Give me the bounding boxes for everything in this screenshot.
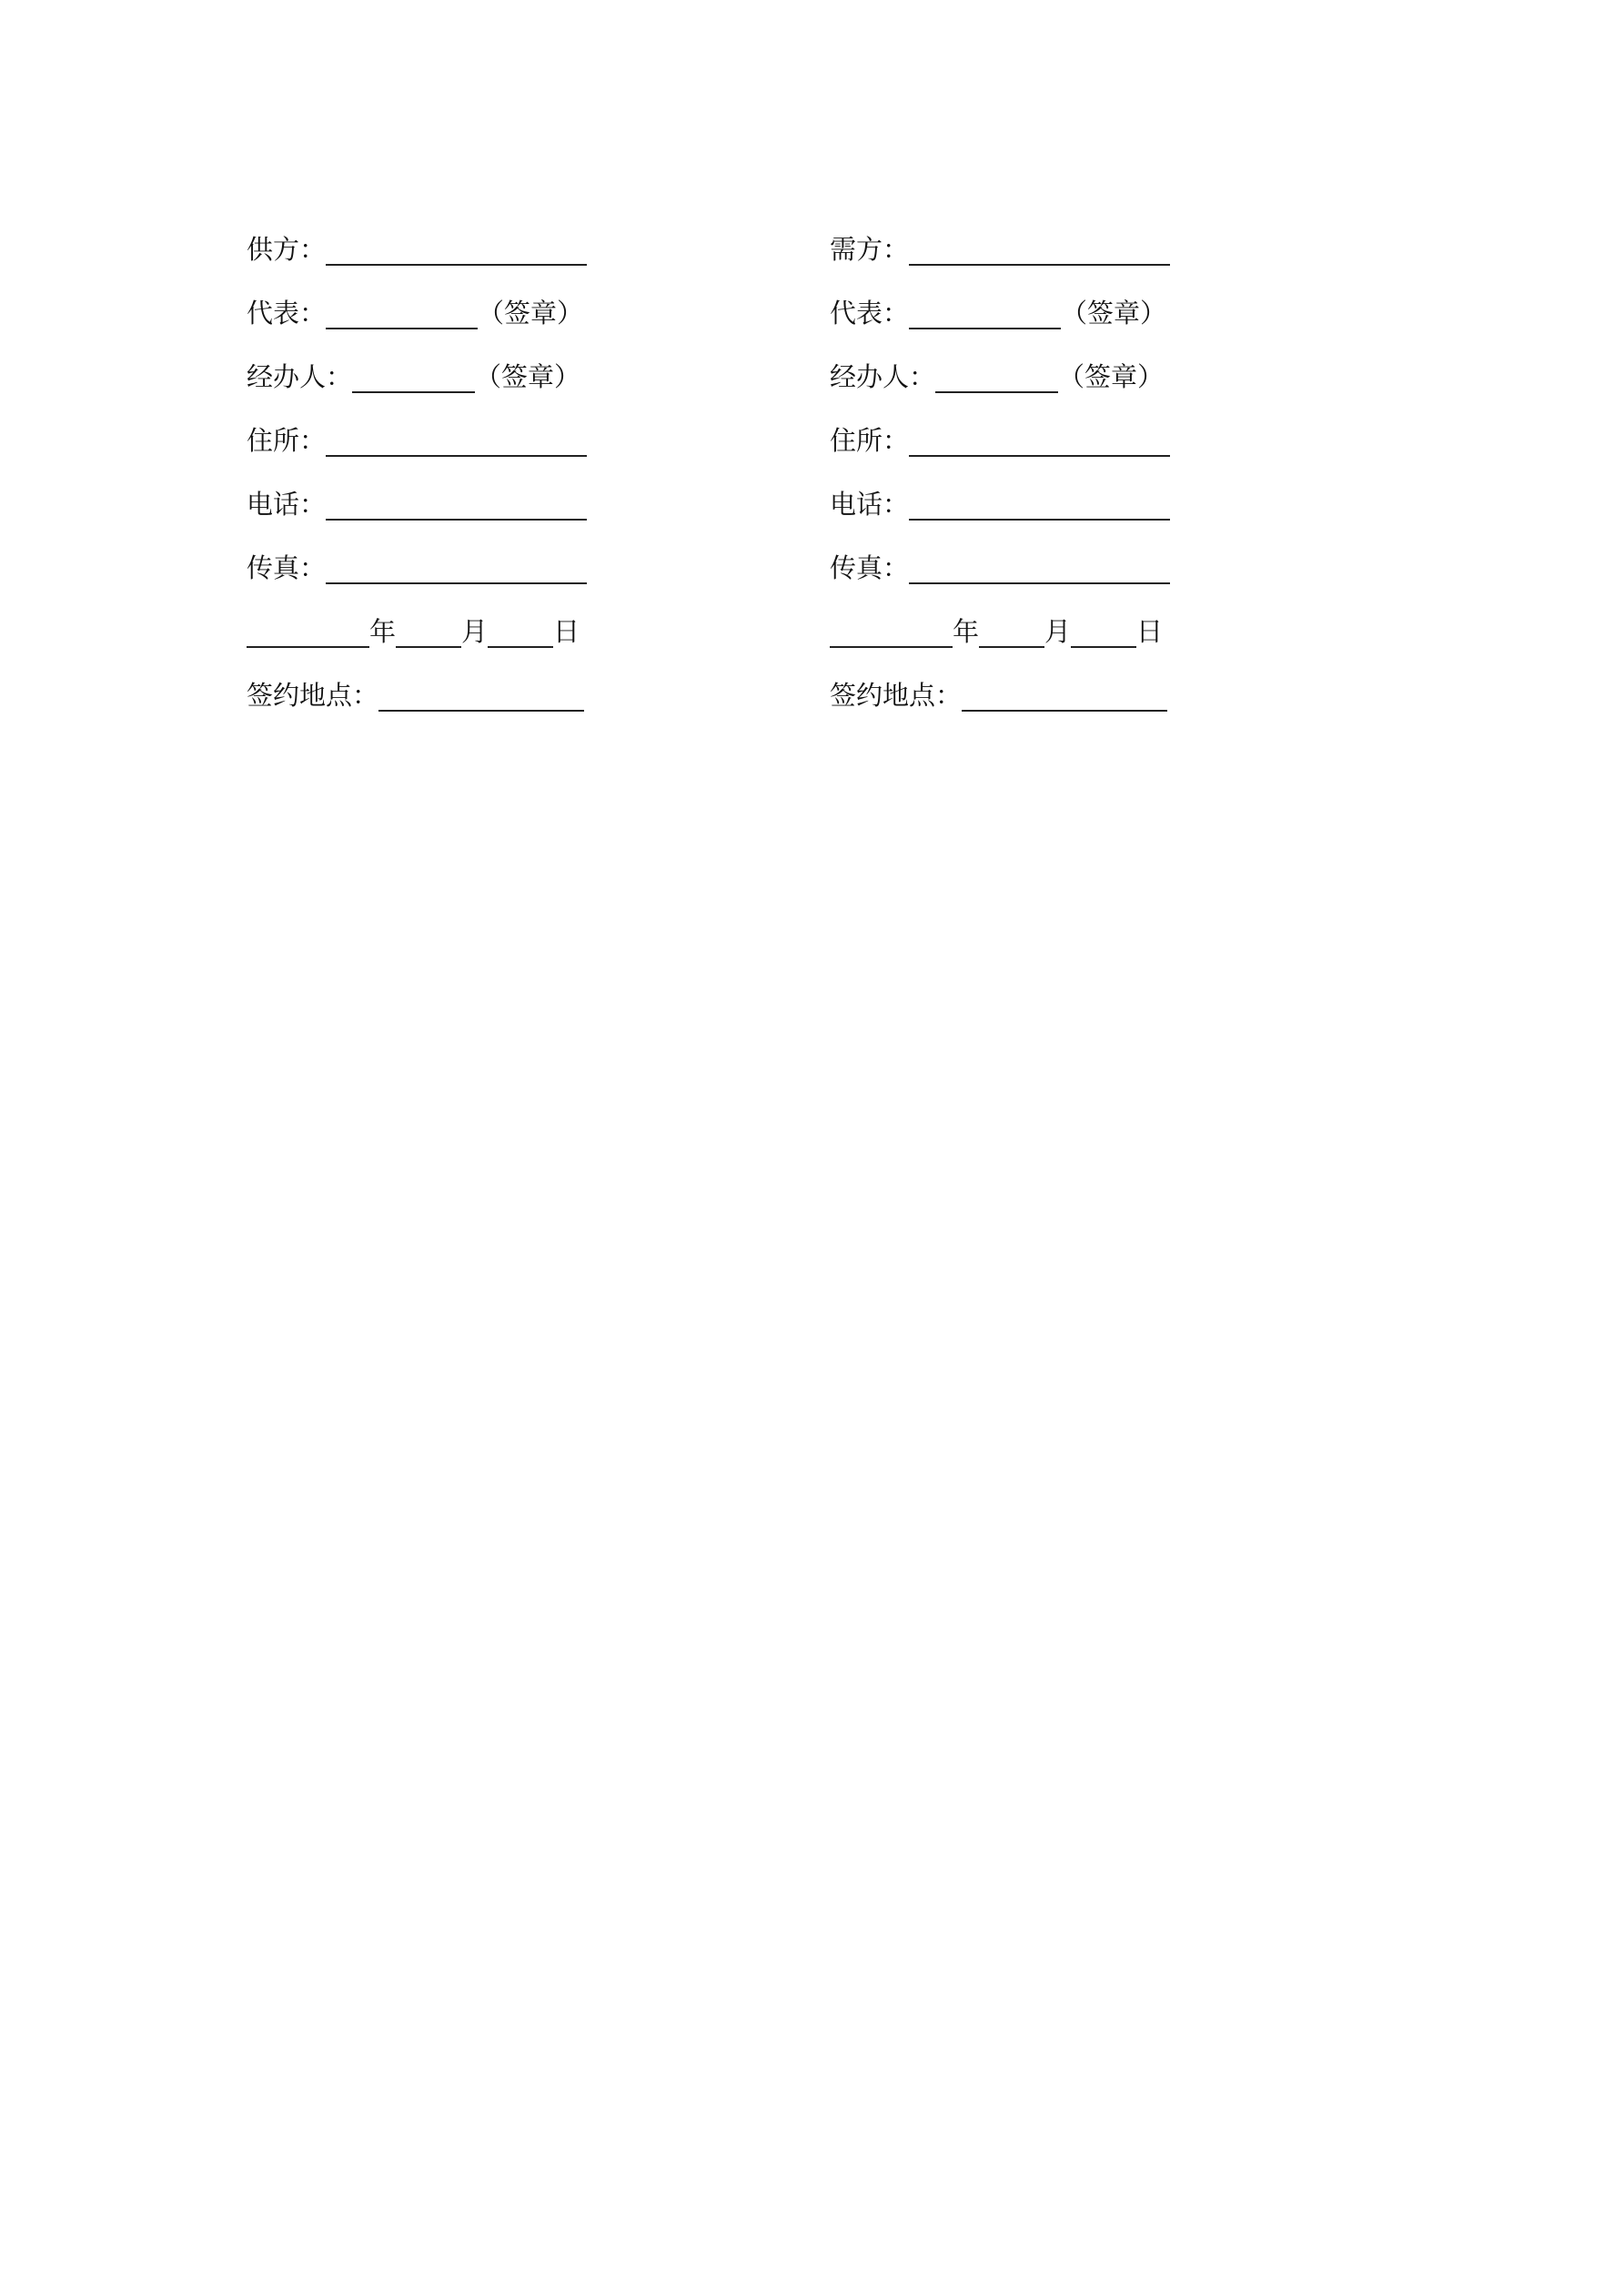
supplier-year-char: 年 — [369, 616, 397, 647]
buyer-place-row — [830, 653, 1170, 717]
buyer-address-label: 住所： — [830, 425, 910, 456]
supplier-address-label: 住所： — [247, 425, 327, 456]
supplier-address-row — [247, 399, 587, 462]
buyer-phone-blank — [909, 488, 1170, 521]
buyer-agent-seal-note: （签章） — [1058, 361, 1165, 392]
buyer-address-row — [830, 399, 1170, 462]
buyer-agent-label: 经办人： — [830, 361, 936, 392]
supplier-representative-label: 代表： — [247, 298, 327, 329]
supplier-month-char: 月 — [461, 616, 489, 647]
supplier-place-blank — [378, 679, 584, 712]
supplier-fax-row — [247, 526, 587, 590]
supplier-fax-label: 传真： — [247, 552, 327, 583]
buyer-fax-blank — [909, 551, 1170, 584]
supplier-day-char: 日 — [553, 616, 580, 647]
supplier-party-row — [247, 207, 587, 271]
buyer-agent-row — [830, 335, 1170, 399]
supplier-fax-blank — [326, 551, 587, 584]
supplier-signature-block — [247, 207, 587, 717]
buyer-year-char: 年 — [953, 616, 980, 647]
supplier-representative-seal-note: （签章） — [478, 298, 584, 329]
supplier-phone-label: 电话： — [247, 489, 327, 520]
buyer-representative-label: 代表： — [830, 298, 910, 329]
buyer-address-blank — [909, 424, 1170, 457]
supplier-day-blank — [488, 615, 553, 648]
supplier-phone-blank — [326, 488, 587, 521]
buyer-signature-block — [830, 207, 1170, 717]
buyer-party-row — [830, 207, 1170, 271]
supplier-address-blank — [326, 424, 587, 457]
buyer-representative-row — [830, 271, 1170, 335]
buyer-day-char: 日 — [1136, 616, 1164, 647]
buyer-day-blank — [1071, 615, 1136, 648]
buyer-party-blank — [909, 233, 1170, 266]
supplier-month-blank — [396, 615, 461, 648]
supplier-place-row — [247, 653, 587, 717]
supplier-agent-seal-note: （签章） — [475, 361, 581, 392]
supplier-representative-row — [247, 271, 587, 335]
supplier-representative-blank — [326, 297, 478, 329]
buyer-party-label: 需方： — [830, 234, 910, 265]
buyer-fax-row — [830, 526, 1170, 590]
supplier-party-blank — [326, 233, 587, 266]
supplier-agent-label: 经办人： — [247, 361, 353, 392]
supplier-agent-blank — [352, 360, 475, 393]
supplier-date-row — [247, 590, 587, 653]
supplier-agent-row — [247, 335, 587, 399]
buyer-phone-row — [830, 462, 1170, 526]
buyer-month-blank — [979, 615, 1044, 648]
buyer-place-label: 签约地点： — [830, 680, 963, 711]
supplier-year-blank — [247, 615, 369, 648]
buyer-year-blank — [830, 615, 953, 648]
buyer-date-row — [830, 590, 1170, 653]
buyer-place-blank — [962, 679, 1167, 712]
buyer-agent-blank — [935, 360, 1058, 393]
supplier-phone-row — [247, 462, 587, 526]
buyer-representative-seal-note: （签章） — [1061, 298, 1167, 329]
buyer-phone-label: 电话： — [830, 489, 910, 520]
supplier-party-label: 供方： — [247, 234, 327, 265]
supplier-place-label: 签约地点： — [247, 680, 379, 711]
buyer-fax-label: 传真： — [830, 552, 910, 583]
buyer-month-char: 月 — [1044, 616, 1072, 647]
buyer-representative-blank — [909, 297, 1061, 329]
